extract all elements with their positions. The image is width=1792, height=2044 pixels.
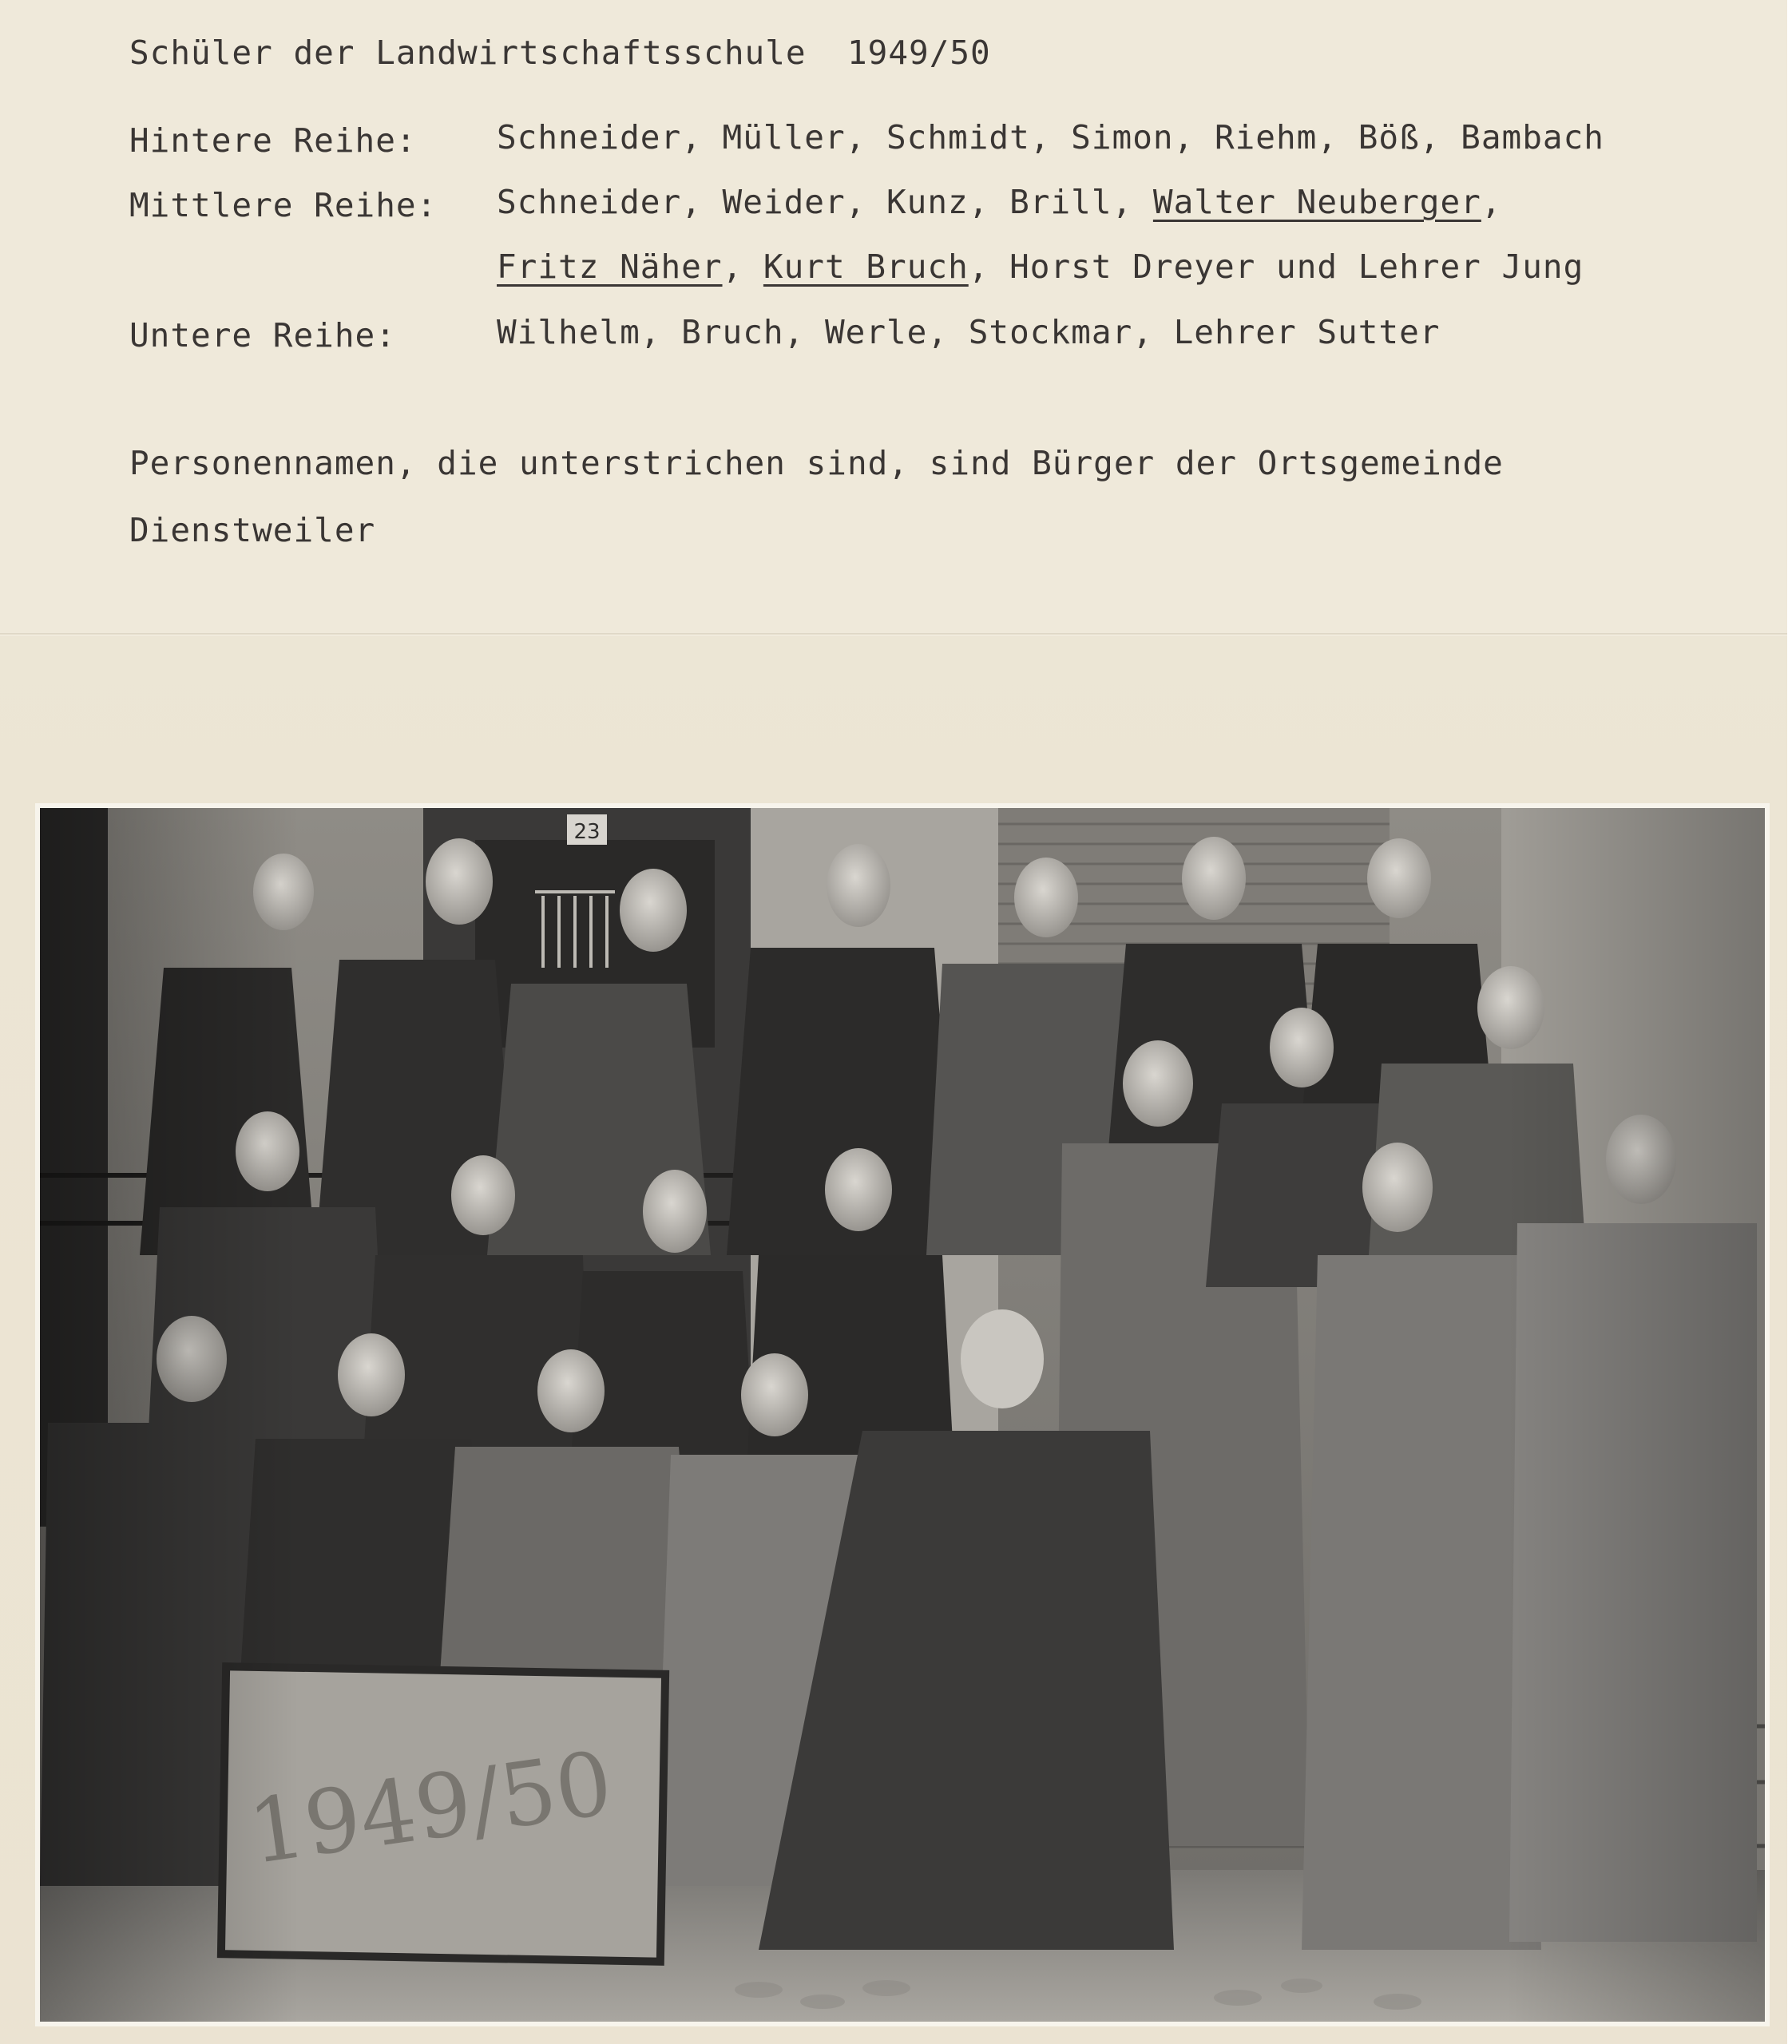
fold-divider [0,633,1792,637]
middle-row-names-a: Schneider, Weider, Kunz, Brill, [497,183,1153,221]
note-line-1: Personennamen, die unterstrichen sind, sind Bürger der Ortsgemeinde [129,444,1504,482]
middle-row-label: Mittlere Reihe: [129,186,438,224]
middle-row-comma: , [1481,183,1502,221]
middle-row-names-line1 [497,183,1502,221]
bottom-row-label: Untere Reihe: [129,316,396,355]
caption-title-line [129,34,991,72]
note-line-2: Dienstweiler [129,511,376,549]
photo-illustration [40,808,1765,2022]
back-row-label: Hintere Reihe: [129,121,417,160]
group-photograph [40,808,1765,2022]
caption-title: Schüler der Landwirtschaftsschule [129,34,807,72]
caption-section [0,0,1792,635]
middle-row-separator: , [722,248,763,286]
page-edge [1787,0,1792,2044]
bottom-row-names: Wilhelm, Bruch, Werle, Stockmar, Lehrer Sutter [497,313,1441,351]
middle-row-rest: , Horst Dreyer und Lehrer Jung [968,248,1584,286]
middle-row-names-line2 [497,248,1584,286]
photo-vignette [40,808,1765,2022]
underlined-name-fritz-naeher: Fritz Näher [497,248,723,286]
underlined-name-walter-neuberger: Walter Neuberger [1152,183,1481,221]
underlined-name-kurt-bruch: Kurt Bruch [763,248,969,286]
caption-year: 1949/50 [846,34,991,72]
back-row-names: Schneider, Müller, Schmidt, Simon, Riehm, Böß, Bambach [497,118,1604,156]
